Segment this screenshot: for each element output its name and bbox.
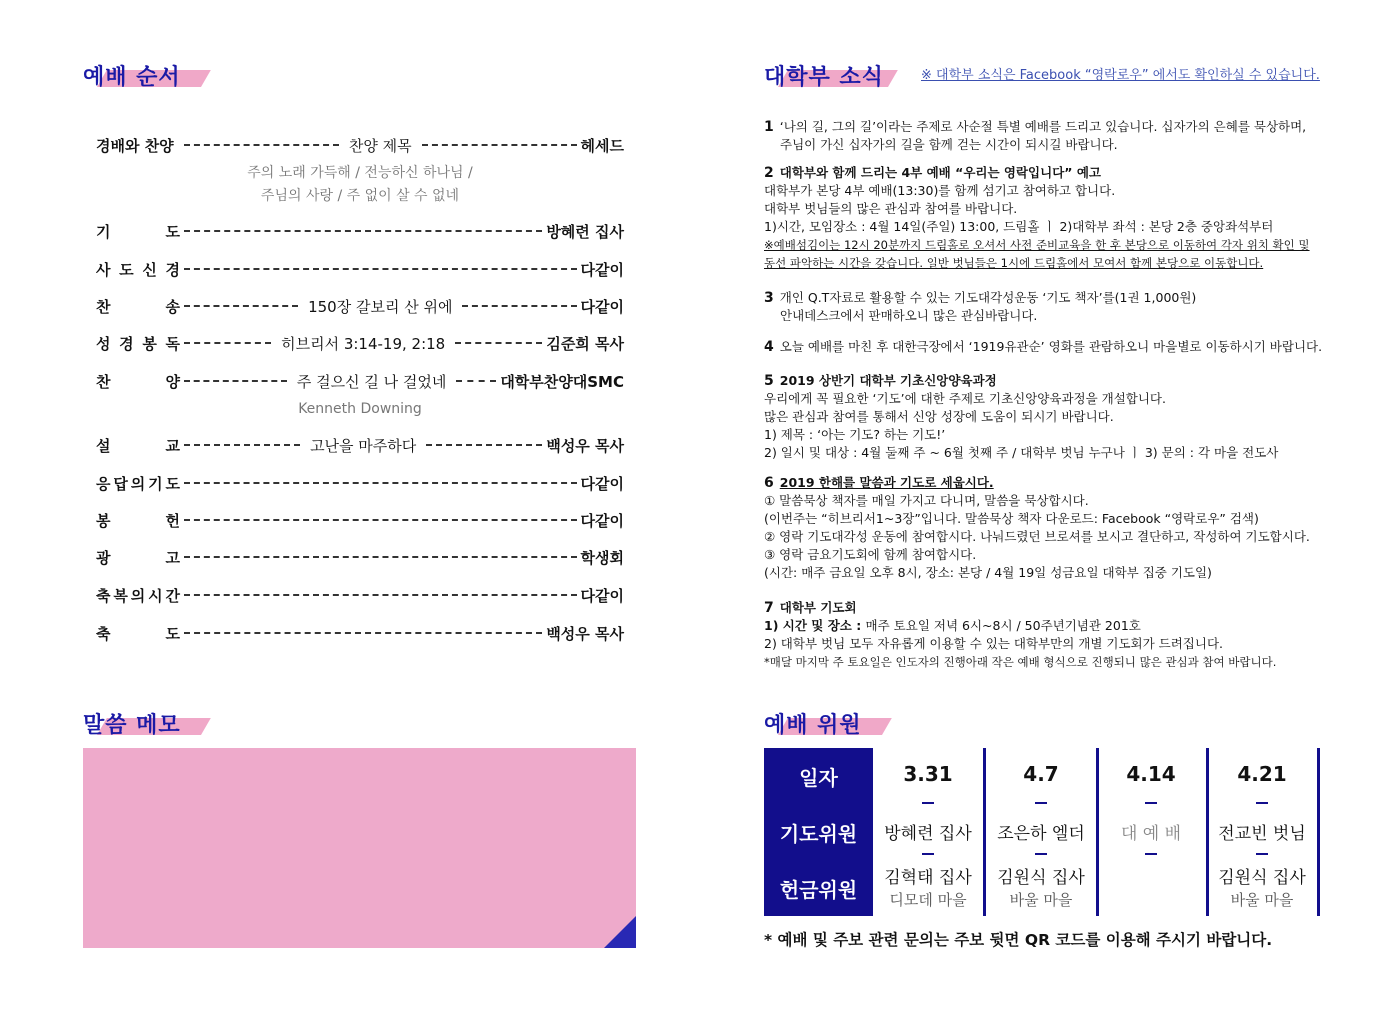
news-item-4: 4 오늘 예배를 마친 후 대한극장에서 ‘1919유관순’ 영화를 관람하오니 마을별로 이동하시기 바랍니다. bbox=[764, 339, 1323, 355]
duty-table bbox=[764, 748, 1319, 916]
order-leader: 학생회 bbox=[580, 548, 624, 567]
order-leader: 헤세드 bbox=[580, 136, 624, 155]
order-label: 설 교 bbox=[96, 436, 180, 455]
order-row bbox=[96, 546, 624, 568]
order-row bbox=[96, 584, 624, 606]
duty-date: 4.14 bbox=[1126, 762, 1176, 786]
duty-date: 4.7 bbox=[1023, 762, 1059, 786]
memo-heading-text: 말씀 메모 bbox=[83, 713, 181, 738]
order-row bbox=[96, 434, 624, 456]
order-leader: 다같이 bbox=[580, 474, 624, 493]
order-row bbox=[96, 332, 624, 354]
order-label: 찬 양 bbox=[96, 372, 180, 391]
order-heading-text: 예배 순서 bbox=[83, 65, 181, 90]
order-label: 축 도 bbox=[96, 624, 180, 643]
order-label: 봉 헌 bbox=[96, 511, 180, 530]
duty-group: 바울 마을 bbox=[1009, 891, 1073, 909]
duty-column bbox=[873, 748, 986, 916]
news-item-5: 5 2019 상반기 대학부 기초신앙양육과정 우리에게 꼭 필요한 ‘기도’에 대한 주제로 기초신앙양육과정을 개설합니다. 많은 관심과 참여를 통해서 신앙 성장에 도움이 되시기 바랍니다. 1) 제목 : ‘아는 기도? 하는 기도!’ 2) 일시 및 대상 : 4월 둘째 주 ~ 6월 첫째 주 / 대학부 벗님 누구나 ㅣ 3) 문의 : 각 마을 전도사 bbox=[764, 373, 1279, 460]
order-leader: 김준희 목사 bbox=[546, 334, 625, 353]
news-item-6: 6 2019 한해를 말씀과 기도로 세웁시다. ① 말씀묵상 책자를 매일 가지고 다니며, 말씀을 묵상합시다. (이번주는 “히브리서1~3장”입니다. 말씀묵상 책자 다운로드: Facebook “영락로우” 검색) ② 영락 기도대각성 운동에 참여합시다. 나눠드렸던 브로셔를 보시고 결단하고, 작성하여 기도합시다. ③ 영락 금요기도회에 함께 참여합시다. (시간: 매주 금요일 오후 8시, 장소: 본당 / 4월 19일 성금요일 대학부 집중 기도일) bbox=[764, 475, 1310, 580]
news-item-7: 7 대학부 기도회 1) 시간 및 장소 : 매주 토요일 저녁 6시~8시 / 50주년기념관 201호 2) 대학부 벗님 모두 자유롭게 이용할 수 있는 대학부만의 개별 기도회가 드려집니다. *매달 마지막 주 토요일은 인도자의 진행아래 작은 예배 형식으로 진행되니 많은 관심과 참여 바랍니다. bbox=[764, 600, 1277, 669]
duty-group: 바울 마을 bbox=[1230, 891, 1294, 909]
duty-header-column bbox=[764, 748, 873, 916]
order-detail: 고난을 마주하다 bbox=[310, 436, 417, 455]
order-row bbox=[96, 370, 624, 392]
order-leader: 다같이 bbox=[580, 511, 624, 530]
order-label: 성 경 봉 독 bbox=[96, 334, 180, 353]
duty-date: 4.21 bbox=[1237, 762, 1287, 786]
duty-offering: 김원식 집사 bbox=[1218, 868, 1306, 888]
news-item-1: 1 ‘나의 길, 그의 길’이라는 주제로 사순절 특별 예배를 드리고 있습니다. 십자가의 은혜를 묵상하며, 주님이 가신 십자가의 길을 함께 걷는 시간이 되시길 바랍니다. bbox=[764, 119, 1307, 152]
order-detail: 150장 갈보리 산 위에 bbox=[308, 297, 453, 316]
duty-column bbox=[986, 748, 1099, 916]
duty-offering: 김혁태 집사 bbox=[884, 868, 972, 888]
memo-box[interactable] bbox=[83, 748, 636, 948]
order-leader: 다같이 bbox=[580, 297, 625, 316]
order-label: 응 답 의 기 도 bbox=[96, 474, 180, 493]
order-label: 찬 송 bbox=[96, 297, 180, 316]
page-fold-icon bbox=[604, 916, 636, 948]
order-detail: 히브리서 3:14-19, 2:18 bbox=[281, 334, 446, 353]
facebook-note: ※ 대학부 소식은 Facebook “영락로우” 에서도 확인하실 수 있습니다. bbox=[921, 68, 1320, 83]
praise-songs-1: 주의 노래 가득해 / 전능하신 하나님 / bbox=[247, 165, 473, 181]
order-leader: 백성우 목사 bbox=[546, 624, 624, 643]
news-heading-text: 대학부 소식 bbox=[764, 65, 884, 90]
praise-songs-2: 주님의 사랑 / 주 없이 살 수 없네 bbox=[260, 188, 460, 204]
order-label: 사 도 신 경 bbox=[96, 260, 180, 279]
order-leader: 다같이 bbox=[580, 586, 624, 605]
order-row bbox=[96, 258, 624, 280]
order-leader: 백성우 목사 bbox=[546, 436, 625, 455]
order-label: 경배와 찬양 bbox=[96, 136, 174, 155]
duty-prayer: 대 예 배 bbox=[1120, 824, 1182, 844]
order-leader: 다같이 bbox=[580, 260, 624, 279]
order-detail: 주 걸으신 길 나 걸었네 bbox=[296, 372, 447, 391]
footer-note: * 예배 및 주보 관련 문의는 주보 뒷면 QR 코드를 이용해 주시기 바랍니다. bbox=[764, 931, 1273, 949]
order-row bbox=[96, 220, 624, 242]
order-row bbox=[96, 472, 624, 494]
header-prayer: 기도위원 bbox=[779, 822, 858, 846]
order-row bbox=[96, 134, 624, 156]
news-item-2: 2 대학부와 함께 드리는 4부 예배 “우리는 영락입니다” 예고 대학부가 본당 4부 예배(13:30)를 함께 섬기고 참여하고 합니다. 대학부 벗님들의 많은 관심과 참여를 바랍니다. 1)시간, 모임장소 : 4월 14일(주일) 13:00, 드림홀 ㅣ 2)대학부 좌석 : 본당 2층 중앙좌석부터 ※예배섬김이는 12시 20분까지 드림홀로 오셔서 사전 준비교육을 한 후 본당으로 이동하여 각자 위치 확인 및 동선 파악하는 시간을 갖습니다. 일반 벗님들은 1시에 드림홀에서 모여서 함께 본당으로 이동합니다. bbox=[764, 165, 1310, 270]
duty-column bbox=[1207, 748, 1320, 916]
duty-offering: 김원식 집사 bbox=[997, 868, 1085, 888]
order-label: 축 복 의 시 간 bbox=[96, 586, 180, 605]
hymn-author: Kenneth Downing bbox=[298, 401, 422, 417]
news-item-3: 3 개인 Q.T자료로 활용할 수 있는 기도대각성운동 ‘기도 책자’를(1권 1,000원) 안내데스크에서 판매하오니 많은 관심바랍니다. bbox=[764, 290, 1197, 323]
order-row bbox=[96, 295, 624, 317]
order-detail: 찬양 제목 bbox=[348, 136, 412, 155]
order-row bbox=[96, 622, 624, 644]
duty-heading-text: 예배 위원 bbox=[764, 713, 862, 738]
order-leader: 방혜련 집사 bbox=[546, 222, 624, 241]
duty-prayer: 전교빈 벗님 bbox=[1218, 824, 1306, 844]
order-row bbox=[96, 509, 624, 531]
duty-group: 디모데 마을 bbox=[889, 891, 967, 909]
order-label: 기 도 bbox=[96, 222, 180, 241]
duty-prayer: 조은하 엘더 bbox=[997, 824, 1085, 844]
order-leader: 대학부찬양대SMC bbox=[500, 372, 624, 391]
order-label: 광 고 bbox=[96, 548, 180, 567]
duty-column bbox=[1096, 748, 1209, 916]
duty-date: 3.31 bbox=[903, 762, 953, 786]
header-date: 일자 bbox=[799, 766, 838, 790]
duty-prayer: 방혜련 집사 bbox=[884, 824, 972, 844]
header-offering: 헌금위원 bbox=[779, 878, 858, 902]
